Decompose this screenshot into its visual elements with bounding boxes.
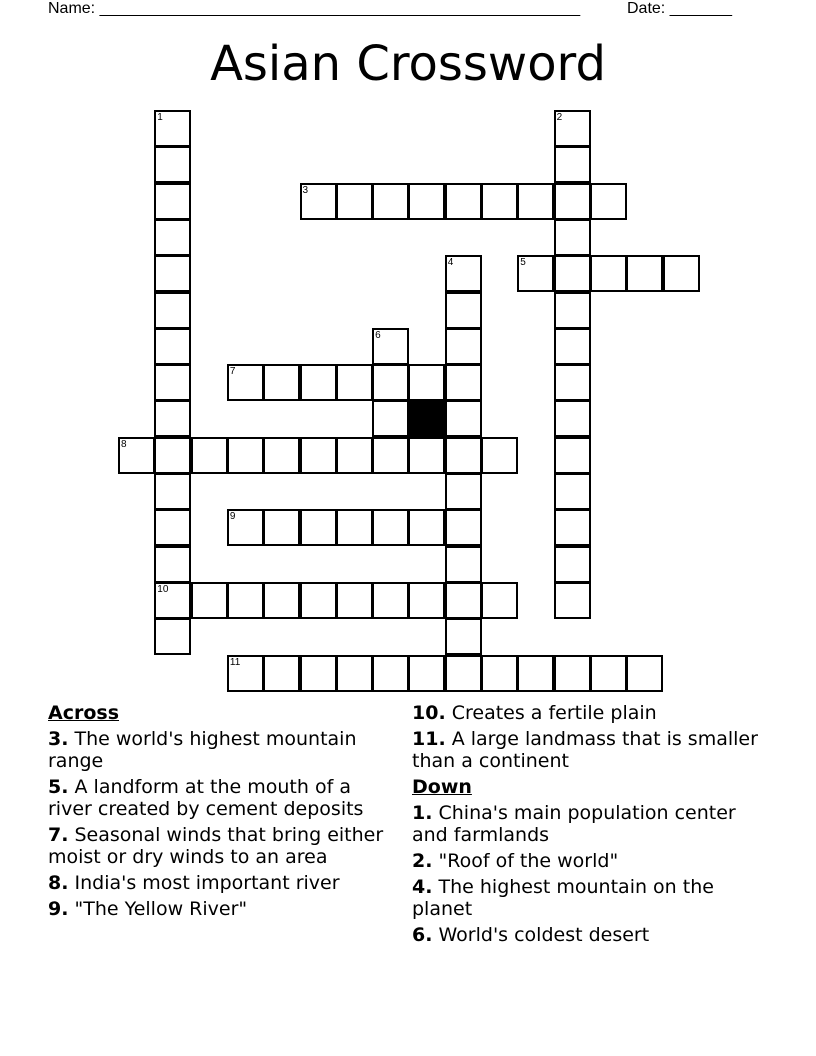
grid-cell[interactable] [663, 255, 700, 292]
clues-column-right [412, 702, 762, 950]
grid-cell[interactable] [300, 183, 337, 220]
grid-cell[interactable] [154, 328, 191, 365]
clue-number-label: 10 [157, 583, 169, 595]
clue-number: 10. [412, 702, 446, 724]
date-field-line: Date: _______ [627, 0, 732, 17]
clue-text: World's coldest desert [438, 924, 650, 946]
clue-number-label: 7 [229, 366, 236, 378]
grid-cell[interactable] [445, 255, 482, 292]
grid-cell[interactable] [227, 582, 264, 619]
grid-cell[interactable] [300, 364, 337, 401]
grid-cell[interactable] [300, 437, 337, 474]
grid-cell[interactable] [554, 364, 591, 401]
grid-cell[interactable] [554, 219, 591, 256]
clue-number-label: 1 [157, 112, 163, 123]
grid-cell[interactable] [408, 509, 445, 546]
clue-text: The world's highest mountain range [48, 728, 357, 772]
grid-cell[interactable] [336, 509, 373, 546]
clue-number: 2. [412, 850, 433, 872]
grid-cell[interactable] [445, 292, 482, 329]
grid-cell[interactable] [481, 437, 518, 474]
clue-across-8 [48, 872, 398, 894]
clue-text: "The Yellow River" [74, 898, 248, 920]
grid-cell[interactable] [300, 655, 337, 692]
clue-number: 1. [412, 802, 433, 824]
grid-cell[interactable] [445, 183, 482, 220]
clue-across-9 [48, 898, 398, 920]
grid-cell[interactable] [118, 437, 155, 474]
clue-text: "Roof of the world" [438, 850, 619, 872]
grid-cell[interactable] [263, 364, 300, 401]
clue-down-2 [412, 850, 762, 872]
clue-number: 8. [48, 872, 69, 894]
grid-cell[interactable] [481, 582, 518, 619]
grid-cell[interactable] [554, 509, 591, 546]
grid-cell[interactable] [154, 255, 191, 292]
clues-column-left [48, 702, 398, 924]
grid-cell[interactable] [554, 437, 591, 474]
grid-cell[interactable] [263, 655, 300, 692]
clue-number: 7. [48, 824, 69, 846]
grid-cell[interactable] [154, 183, 191, 220]
grid-cell[interactable] [554, 255, 591, 292]
grid-cell[interactable] [626, 655, 663, 692]
grid-cell[interactable] [626, 255, 663, 292]
grid-cell[interactable] [517, 183, 554, 220]
grid-cell[interactable] [408, 582, 445, 619]
clue-text: A large landmass that is smaller than a continent [412, 728, 758, 772]
grid-cell[interactable] [227, 437, 264, 474]
grid-cell[interactable] [517, 655, 554, 692]
grid-cell[interactable] [336, 437, 373, 474]
grid-cell[interactable] [154, 292, 191, 329]
grid-cell[interactable] [263, 437, 300, 474]
clue-down-6 [412, 924, 762, 946]
grid-cell[interactable] [445, 400, 482, 437]
grid-cell[interactable] [554, 582, 591, 619]
grid-cell[interactable] [445, 328, 482, 365]
clue-text: The highest mountain on the planet [412, 876, 714, 920]
grid-cell[interactable] [154, 146, 191, 183]
grid-cell[interactable] [408, 655, 445, 692]
clue-number: 9. [48, 898, 69, 920]
grid-cell[interactable] [445, 364, 482, 401]
grid-cell[interactable] [372, 364, 409, 401]
clue-number-label: 4 [447, 257, 454, 269]
grid-cell[interactable] [300, 509, 337, 546]
grid-cell[interactable] [554, 655, 591, 692]
grid-cell[interactable] [590, 655, 627, 692]
page-title: Asian Crossword [210, 36, 606, 92]
grid-cell[interactable] [372, 328, 409, 365]
grid-cell[interactable] [554, 110, 591, 147]
grid-cell[interactable] [336, 582, 373, 619]
grid-cell[interactable] [408, 364, 445, 401]
grid-cell[interactable] [481, 183, 518, 220]
name-field-line: Name: ______________________________________________________ [48, 0, 581, 17]
clue-number-label: 9 [229, 511, 236, 523]
grid-cell[interactable] [590, 183, 627, 220]
grid-cell[interactable] [590, 255, 627, 292]
clue-text: India's most important river [74, 872, 340, 894]
grid-cell[interactable] [191, 582, 228, 619]
clue-across-5 [48, 776, 398, 820]
down-heading: Down [412, 776, 472, 798]
clue-across-10 [412, 702, 762, 724]
grid-cell[interactable] [154, 437, 191, 474]
grid-cell[interactable] [554, 546, 591, 583]
clue-number-label: 5 [520, 257, 526, 269]
grid-cell[interactable] [191, 437, 228, 474]
clue-number: 11. [412, 728, 446, 750]
clue-number: 6. [412, 924, 433, 946]
clue-number-label: 3 [302, 184, 309, 196]
grid-cell[interactable] [554, 292, 591, 329]
clue-across-3 [48, 728, 398, 772]
grid-block-cell [408, 400, 445, 437]
clue-text: Creates a fertile plain [451, 702, 657, 724]
clue-number-label: 2 [556, 112, 563, 123]
clue-across-7 [48, 824, 398, 868]
grid-cell[interactable] [445, 618, 482, 655]
clue-across-11 [412, 728, 762, 772]
clue-number-label: 11 [229, 656, 241, 668]
grid-cell[interactable] [300, 582, 337, 619]
grid-cell[interactable] [263, 509, 300, 546]
grid-cell[interactable] [372, 582, 409, 619]
grid-cell[interactable] [372, 400, 409, 437]
grid-cell[interactable] [372, 509, 409, 546]
clue-down-4 [412, 876, 762, 920]
grid-cell[interactable] [408, 183, 445, 220]
grid-cell[interactable] [154, 400, 191, 437]
grid-cell[interactable] [554, 400, 591, 437]
grid-cell[interactable] [154, 364, 191, 401]
grid-cell[interactable] [154, 546, 191, 583]
grid-cell[interactable] [372, 183, 409, 220]
clue-text: Seasonal winds that bring either moist or dry winds to an area [48, 824, 384, 868]
grid-cell[interactable] [445, 655, 482, 692]
grid-cell[interactable] [517, 255, 554, 292]
grid-cell[interactable] [336, 183, 373, 220]
grid-cell[interactable] [554, 328, 591, 365]
clue-number: 3. [48, 728, 69, 750]
grid-cell[interactable] [154, 473, 191, 510]
grid-cell[interactable] [336, 364, 373, 401]
grid-cell[interactable] [445, 437, 482, 474]
grid-cell[interactable] [154, 582, 191, 619]
clue-number: 4. [412, 876, 433, 898]
clue-number-label: 8 [121, 438, 127, 450]
grid-cell[interactable] [227, 509, 264, 546]
grid-cell[interactable] [336, 655, 373, 692]
grid-cell[interactable] [554, 183, 591, 220]
grid-cell[interactable] [554, 146, 591, 183]
clue-number: 5. [48, 776, 69, 798]
grid-cell[interactable] [227, 364, 264, 401]
clue-text: China's main population center and farmlands [412, 802, 736, 846]
clue-text: A landform at the mouth of a river created by cement deposits [48, 776, 364, 820]
grid-cell[interactable] [445, 509, 482, 546]
clue-down-1 [412, 802, 762, 846]
grid-cell[interactable] [372, 655, 409, 692]
grid-cell[interactable] [154, 110, 191, 147]
grid-cell[interactable] [154, 219, 191, 256]
grid-cell[interactable] [408, 437, 445, 474]
grid-cell[interactable] [445, 546, 482, 583]
grid-cell[interactable] [372, 437, 409, 474]
grid-cell[interactable] [154, 618, 191, 655]
clue-number-label: 6 [375, 329, 381, 341]
across-heading: Across [48, 702, 120, 724]
grid-cell[interactable] [227, 655, 264, 692]
grid-cell[interactable] [445, 582, 482, 619]
grid-cell[interactable] [445, 473, 482, 510]
grid-cell[interactable] [481, 655, 518, 692]
grid-cell[interactable] [554, 473, 591, 510]
grid-cell[interactable] [154, 509, 191, 546]
grid-cell[interactable] [263, 582, 300, 619]
